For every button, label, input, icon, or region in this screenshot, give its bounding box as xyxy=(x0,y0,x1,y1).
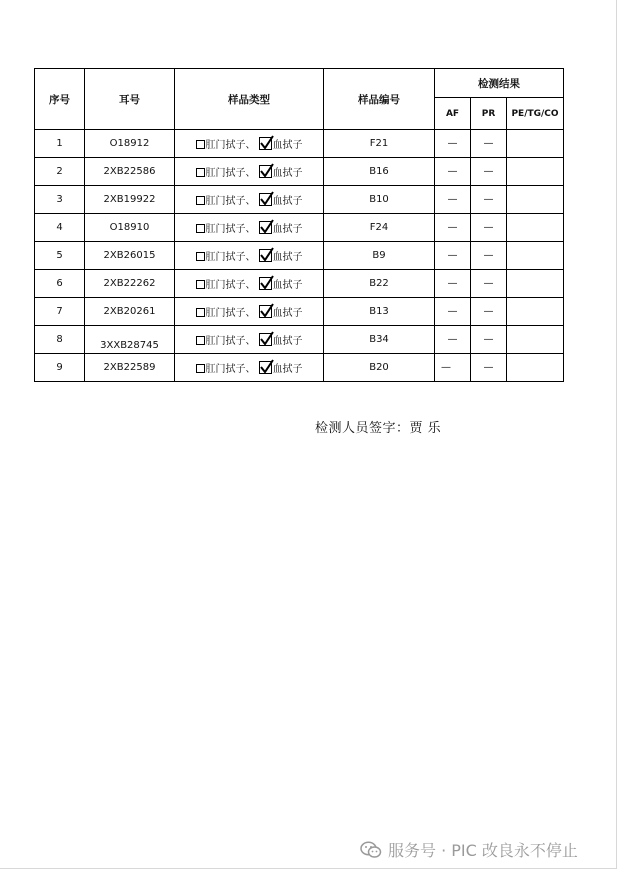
row-pr: — xyxy=(471,158,507,186)
anal-swab-checkbox[interactable] xyxy=(196,308,205,317)
row-ear-tag: 2XB22262 xyxy=(85,270,175,298)
table-row xyxy=(35,270,564,298)
watermark xyxy=(360,838,578,861)
blood-swab-checkbox[interactable] xyxy=(259,305,272,318)
row-pe xyxy=(507,242,564,270)
row-pr: — xyxy=(471,326,507,354)
row-pr: — xyxy=(471,186,507,214)
row-af: — xyxy=(435,158,471,186)
row-sample-code: B16 xyxy=(324,158,435,186)
header-index: 序号 xyxy=(35,69,85,130)
blood-swab-label: 血拭子 xyxy=(272,140,303,151)
inspector-signature: 检测人员签字：贾 乐 xyxy=(315,421,442,436)
table-row xyxy=(35,242,564,270)
header-sample-code: 样品编号 xyxy=(324,69,435,130)
header-af: AF xyxy=(435,98,471,130)
row-sample-code: B13 xyxy=(324,298,435,326)
blood-swab-checkbox[interactable] xyxy=(259,193,272,206)
anal-swab-checkbox[interactable] xyxy=(196,224,205,233)
row-af: — xyxy=(435,354,471,382)
table-row xyxy=(35,214,564,242)
row-sample-type xyxy=(175,130,324,158)
row-ear-tag: 2XB19922 xyxy=(85,186,175,214)
blood-swab-checkbox[interactable] xyxy=(259,165,272,178)
row-pe xyxy=(507,270,564,298)
row-sample-code: F21 xyxy=(324,130,435,158)
blood-swab-label: 血拭子 xyxy=(272,252,303,263)
anal-swab-checkbox[interactable] xyxy=(196,336,205,345)
row-af: — xyxy=(435,130,471,158)
wechat-icon xyxy=(360,841,382,859)
results-table xyxy=(34,68,564,382)
anal-swab-label: 肛门拭子、 xyxy=(205,196,256,207)
header-sample-type: 样品类型 xyxy=(175,69,324,130)
row-pe xyxy=(507,158,564,186)
row-index: 9 xyxy=(35,354,85,382)
blood-swab-label: 血拭子 xyxy=(272,224,303,235)
row-sample-type xyxy=(175,270,324,298)
anal-swab-checkbox[interactable] xyxy=(196,196,205,205)
row-index: 8 xyxy=(35,326,85,354)
header-pr: PR xyxy=(471,98,507,130)
row-sample-type xyxy=(175,186,324,214)
row-sample-code: B9 xyxy=(324,242,435,270)
header-ear-tag: 耳号 xyxy=(85,69,175,130)
row-sample-code: B20 xyxy=(324,354,435,382)
table-row xyxy=(35,354,564,382)
anal-swab-checkbox[interactable] xyxy=(196,252,205,261)
row-ear-tag: 2XB26015 xyxy=(85,242,175,270)
anal-swab-label: 肛门拭子、 xyxy=(205,364,256,375)
row-pr: — xyxy=(471,242,507,270)
row-sample-type xyxy=(175,354,324,382)
anal-swab-label: 肛门拭子、 xyxy=(205,280,256,291)
blood-swab-label: 血拭子 xyxy=(272,280,303,291)
row-sample-type xyxy=(175,298,324,326)
row-index: 5 xyxy=(35,242,85,270)
row-index: 7 xyxy=(35,298,85,326)
row-af: — xyxy=(435,298,471,326)
row-sample-type xyxy=(175,158,324,186)
row-index: 4 xyxy=(35,214,85,242)
row-ear-tag: 3XXB28745 xyxy=(85,326,175,354)
anal-swab-label: 肛门拭子、 xyxy=(205,168,256,179)
row-index: 6 xyxy=(35,270,85,298)
row-sample-type xyxy=(175,214,324,242)
anal-swab-label: 肛门拭子、 xyxy=(205,140,256,151)
row-af: — xyxy=(435,214,471,242)
row-pr: — xyxy=(471,214,507,242)
row-ear-tag: O18912 xyxy=(85,130,175,158)
row-index: 3 xyxy=(35,186,85,214)
row-af: — xyxy=(435,242,471,270)
blood-swab-checkbox[interactable] xyxy=(259,137,272,150)
anal-swab-label: 肛门拭子、 xyxy=(205,308,256,319)
blood-swab-checkbox[interactable] xyxy=(259,277,272,290)
table-row xyxy=(35,130,564,158)
header-results: 检测结果 xyxy=(435,69,564,98)
row-pe xyxy=(507,130,564,158)
anal-swab-checkbox[interactable] xyxy=(196,280,205,289)
table-row xyxy=(35,158,564,186)
row-ear-tag: 2XB22586 xyxy=(85,158,175,186)
row-ear-tag: 2XB20261 xyxy=(85,298,175,326)
row-pe xyxy=(507,326,564,354)
row-ear-tag: O18910 xyxy=(85,214,175,242)
row-pr: — xyxy=(471,130,507,158)
row-ear-tag: 2XB22589 xyxy=(85,354,175,382)
row-pe xyxy=(507,186,564,214)
blood-swab-checkbox[interactable] xyxy=(259,333,272,346)
row-pr: — xyxy=(471,270,507,298)
blood-swab-label: 血拭子 xyxy=(272,168,303,179)
row-sample-type xyxy=(175,326,324,354)
row-index: 1 xyxy=(35,130,85,158)
row-af: — xyxy=(435,326,471,354)
row-sample-type xyxy=(175,242,324,270)
anal-swab-label: 肛门拭子、 xyxy=(205,336,256,347)
header-pe: PE/TG/CO xyxy=(507,98,564,130)
row-sample-code: B10 xyxy=(324,186,435,214)
row-af: — xyxy=(435,186,471,214)
anal-swab-checkbox[interactable] xyxy=(196,140,205,149)
blood-swab-checkbox[interactable] xyxy=(259,249,272,262)
table-row xyxy=(35,186,564,214)
row-pe xyxy=(507,298,564,326)
row-sample-code: B34 xyxy=(324,326,435,354)
blood-swab-label: 血拭子 xyxy=(272,196,303,207)
row-index: 2 xyxy=(35,158,85,186)
blood-swab-label: 血拭子 xyxy=(272,336,303,347)
row-pe xyxy=(507,214,564,242)
anal-swab-label: 肛门拭子、 xyxy=(205,252,256,263)
row-pr: — xyxy=(471,354,507,382)
watermark-text: 服务号 · PIC 改良永不停止 xyxy=(388,841,578,860)
anal-swab-checkbox[interactable] xyxy=(196,364,205,373)
row-pr: — xyxy=(471,298,507,326)
anal-swab-label: 肛门拭子、 xyxy=(205,224,256,235)
row-sample-code: F24 xyxy=(324,214,435,242)
row-pe xyxy=(507,354,564,382)
table-row xyxy=(35,298,564,326)
blood-swab-label: 血拭子 xyxy=(272,364,303,375)
blood-swab-checkbox[interactable] xyxy=(259,221,272,234)
row-af: — xyxy=(435,270,471,298)
row-sample-code: B22 xyxy=(324,270,435,298)
blood-swab-label: 血拭子 xyxy=(272,308,303,319)
anal-swab-checkbox[interactable] xyxy=(196,168,205,177)
blood-swab-checkbox[interactable] xyxy=(259,361,272,374)
table-row xyxy=(35,326,564,354)
